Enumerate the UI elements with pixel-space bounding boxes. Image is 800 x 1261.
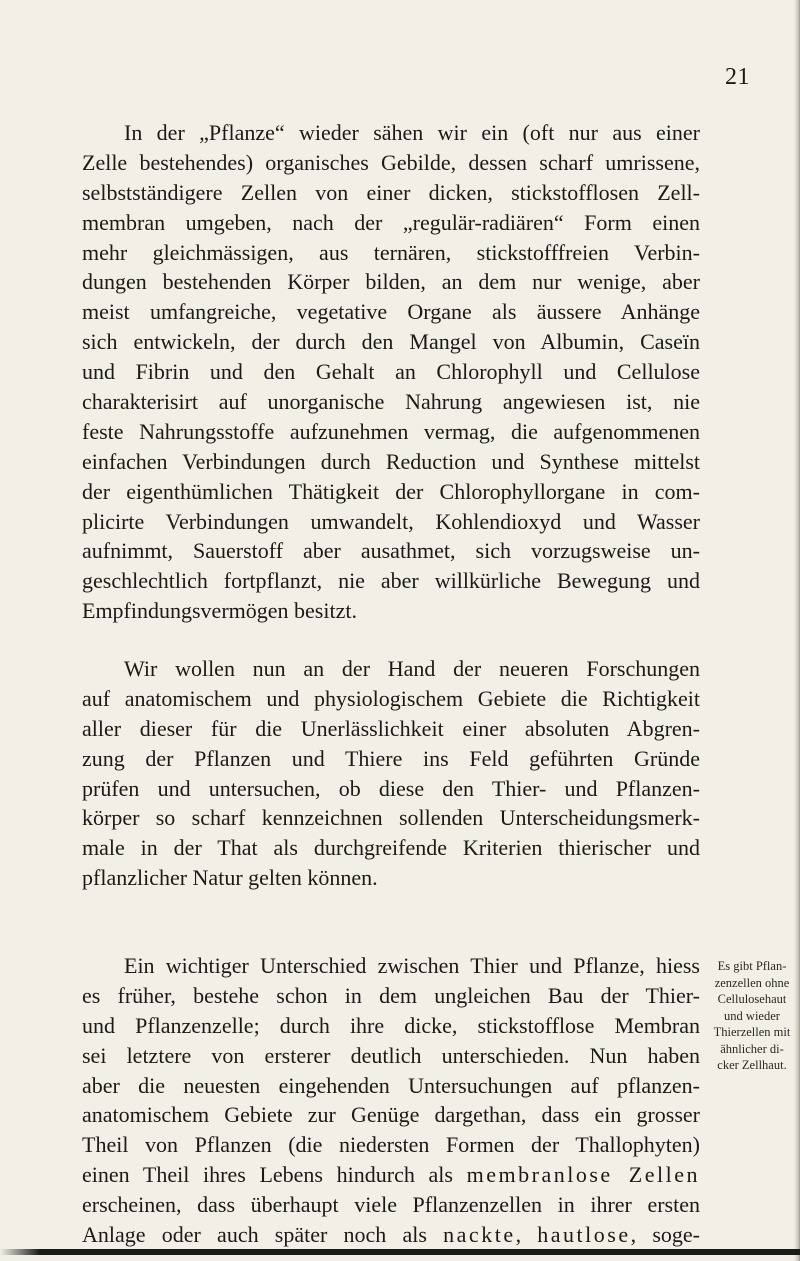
text-line: meist umfangreiche, vegetative Organe als äussere Anhänge: [82, 299, 700, 325]
text-line: plicirte Verbindungen umwandelt, Kohlendioxyd und Wasser: [82, 508, 700, 534]
paragraph-2: [82, 654, 700, 893]
text-line: Wir wollen nun an der Hand der neueren Forschungen: [124, 656, 700, 681]
emphasized-text: membranlose Zellen: [466, 1162, 700, 1188]
text-line: [82, 1220, 700, 1250]
paragraph-3: [82, 951, 700, 1250]
text-line: anatomischem Gebiete zur Genüge dargethan, dass ein grosser: [82, 1102, 700, 1128]
text-line: auf anatomischem und physiologischem Gebiete die Richtigkeit: [82, 685, 700, 711]
text-line: pflanzlicher Natur gelten können.: [82, 865, 378, 891]
text-line: körper so scharf kennzeichnen sollenden Unterscheidungsmerk-: [82, 805, 700, 831]
text-line: aufnimmt, Sauerstoff aber ausathmet, sich vorzugsweise un-: [82, 538, 700, 564]
text-line: und Fibrin und den Gehalt an Chlorophyll und Cellulose: [82, 359, 700, 385]
margin-note-line: und wieder: [724, 1008, 780, 1023]
text-line: aber die neuesten eingehenden Untersuchungen auf pflanzen-: [82, 1072, 700, 1098]
text-run: einen Theil ihres Lebens hindurch als: [82, 1162, 467, 1188]
page-number: 21: [725, 64, 750, 90]
text-line: [82, 1160, 700, 1190]
text-line: einfachen Verbindungen durch Reduction und Synthese mittelst: [82, 448, 700, 474]
text-line: sich entwickeln, der durch den Mangel von Albumin, Caseïn: [82, 329, 700, 355]
text-line: selbstständigere Zellen von einer dicken, stickstofflosen Zell-: [82, 179, 700, 205]
text-run: Anlage oder auch später noch als: [82, 1222, 444, 1248]
text-line: dungen bestehenden Körper bilden, an dem nur wenige, aber: [82, 269, 700, 295]
text-line: Empfindungsvermögen besitzt.: [82, 598, 357, 624]
text-line: zung der Pflanzen und Thiere ins Feld geführten Gründe: [82, 745, 700, 771]
text-line: der eigenthümlichen Thätigkeit der Chlorophyllorgane in com-: [82, 478, 700, 504]
margin-note-line: ähnlicher di-: [720, 1041, 784, 1056]
margin-note-line: zenzellen ohne: [714, 975, 790, 990]
margin-note-line: Es gibt Pflan-: [717, 959, 787, 973]
emphasized-text: hautlose: [537, 1222, 631, 1248]
text-line: male in der That als durchgreifende Kriterien thierischer und: [82, 835, 700, 861]
text-line: erscheinen, dass überhaupt viele Pflanzenzellen in ihrer ersten: [82, 1192, 700, 1218]
text-run: ,: [515, 1222, 538, 1248]
text-line: membran umgeben, nach der „regulär-radiären“ Form einen: [82, 209, 700, 235]
text-line: sei letztere von ersterer deutlich unterschieden. Nun haben: [82, 1042, 700, 1068]
text-line: In der „Pflanze“ wieder sähen wir ein (oft nur aus einer: [124, 120, 700, 145]
text-line: Ein wichtiger Unterschied zwischen Thier und Pflanze, hiess: [124, 953, 700, 978]
emphasized-text: nackte: [443, 1222, 516, 1248]
margin-note: [707, 958, 797, 1074]
text-run: , soge-: [630, 1222, 700, 1248]
paragraph-1: [82, 118, 700, 626]
text-line: aller dieser für die Unerlässlichkeit einer absoluten Abgren-: [82, 715, 700, 741]
margin-note-line: Cellulosehaut: [717, 992, 787, 1006]
text-line: es früher, bestehe schon in dem ungleichen Bau der Thier-: [82, 982, 700, 1008]
text-line: prüfen und untersuchen, ob diese den Thier- und Pflanzen-: [82, 775, 700, 801]
margin-note-line: Thierzellen mit: [713, 1025, 791, 1039]
text-line: und Pflanzenzelle; durch ihre dicke, stickstofflose Membran: [82, 1012, 700, 1038]
text-line: feste Nahrungsstoffe aufzunehmen vermag, die aufgenommenen: [82, 418, 700, 444]
text-line: Zelle bestehendes) organisches Gebilde, dessen scharf umrissene,: [82, 149, 700, 175]
text-line: geschlechtlich fortpflanzt, nie aber willkürliche Bewegung und: [82, 568, 700, 594]
text-line: charakterisirt auf unorganische Nahrung angewiesen ist, nie: [82, 389, 700, 415]
bottom-edge-fade: [0, 1249, 40, 1255]
bottom-edge-rule: [22, 1249, 800, 1255]
text-line: Theil von Pflanzen (die niedersten Formen der Thallophyten): [82, 1132, 700, 1158]
margin-note-line: cker Zellhaut.: [717, 1058, 787, 1072]
text-line: mehr gleichmässigen, aus ternären, stickstofffreien Verbin-: [82, 239, 700, 265]
